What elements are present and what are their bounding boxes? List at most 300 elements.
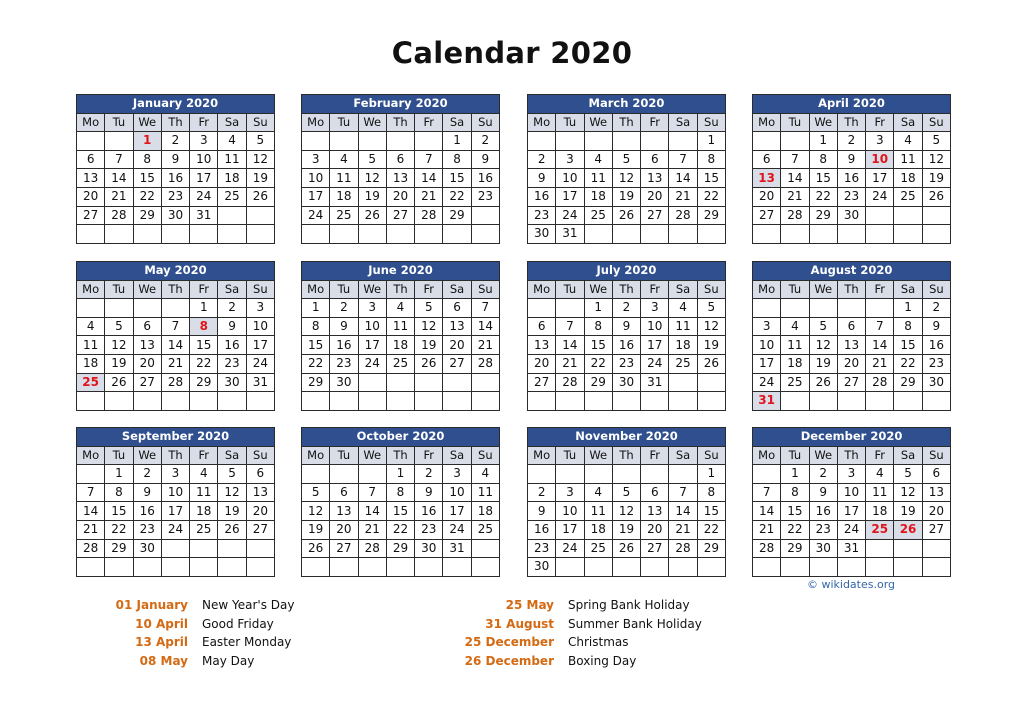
day-cell[interactable]: 11 — [218, 150, 246, 169]
day-cell[interactable]: 21 — [753, 520, 781, 539]
day-cell[interactable]: 16 — [161, 169, 189, 188]
day-cell[interactable]: 6 — [133, 317, 161, 336]
day-cell[interactable]: 28 — [358, 539, 386, 558]
day-cell[interactable]: 21 — [358, 520, 386, 539]
day-cell[interactable]: 10 — [753, 336, 781, 355]
day-cell[interactable]: 14 — [105, 169, 133, 188]
day-cell[interactable]: 20 — [386, 187, 414, 206]
day-cell[interactable]: 1 — [697, 465, 725, 484]
day-cell[interactable]: 26 — [302, 539, 330, 558]
day-cell[interactable]: 11 — [584, 502, 612, 521]
day-cell[interactable]: 28 — [669, 539, 697, 558]
day-cell[interactable]: 14 — [669, 502, 697, 521]
day-cell[interactable]: 12 — [809, 336, 837, 355]
day-cell[interactable]: 23 — [133, 520, 161, 539]
day-cell[interactable]: 3 — [358, 299, 386, 318]
day-cell[interactable]: 27 — [133, 373, 161, 392]
day-cell[interactable]: 26 — [415, 354, 443, 373]
day-cell[interactable]: 2 — [471, 132, 499, 151]
day-cell[interactable]: 10 — [556, 169, 584, 188]
day-cell[interactable]: 18 — [77, 354, 105, 373]
day-cell[interactable]: 8 — [386, 483, 414, 502]
day-cell[interactable]: 14 — [471, 317, 499, 336]
day-cell[interactable]: 3 — [556, 150, 584, 169]
day-cell[interactable]: 5 — [612, 483, 640, 502]
day-cell[interactable]: 25 — [330, 206, 358, 225]
day-cell[interactable]: 13 — [641, 502, 669, 521]
day-cell[interactable]: 14 — [415, 169, 443, 188]
day-cell[interactable]: 19 — [612, 520, 640, 539]
day-cell[interactable]: 22 — [105, 520, 133, 539]
day-cell[interactable]: 9 — [218, 317, 246, 336]
day-cell[interactable]: 24 — [556, 539, 584, 558]
day-cell[interactable]: 14 — [781, 169, 809, 188]
day-cell[interactable]: 1 — [386, 465, 414, 484]
day-cell[interactable]: 19 — [922, 169, 950, 188]
day-cell[interactable]: 23 — [922, 354, 950, 373]
day-cell[interactable]: 19 — [697, 336, 725, 355]
day-cell[interactable]: 28 — [669, 206, 697, 225]
day-cell[interactable]: 9 — [415, 483, 443, 502]
credit-link[interactable]: © wikidates.org — [806, 578, 896, 591]
day-cell[interactable]: 28 — [471, 354, 499, 373]
day-cell[interactable]: 3 — [190, 132, 218, 151]
day-cell[interactable]: 30 — [330, 373, 358, 392]
day-cell[interactable]: 19 — [894, 502, 922, 521]
day-cell[interactable]: 1 — [781, 465, 809, 484]
day-cell[interactable]: 16 — [528, 520, 556, 539]
day-cell[interactable]: 21 — [77, 520, 105, 539]
day-cell[interactable]: 30 — [528, 558, 556, 577]
day-cell[interactable]: 14 — [161, 336, 189, 355]
day-cell[interactable]: 14 — [669, 169, 697, 188]
day-cell[interactable]: 4 — [471, 465, 499, 484]
day-cell[interactable]: 31 — [641, 373, 669, 392]
day-cell[interactable]: 21 — [781, 187, 809, 206]
day-cell[interactable]: 12 — [894, 483, 922, 502]
day-cell[interactable]: 14 — [753, 502, 781, 521]
day-cell[interactable]: 24 — [246, 354, 274, 373]
day-cell[interactable]: 4 — [386, 299, 414, 318]
day-cell[interactable]: 17 — [443, 502, 471, 521]
day-cell[interactable]: 29 — [697, 539, 725, 558]
day-cell[interactable]: 13 — [753, 169, 781, 188]
day-cell[interactable]: 24 — [556, 206, 584, 225]
day-cell[interactable]: 8 — [584, 317, 612, 336]
day-cell[interactable]: 17 — [358, 336, 386, 355]
day-cell[interactable]: 7 — [105, 150, 133, 169]
day-cell[interactable]: 16 — [612, 336, 640, 355]
day-cell[interactable]: 21 — [866, 354, 894, 373]
day-cell[interactable]: 25 — [471, 520, 499, 539]
day-cell[interactable]: 3 — [443, 465, 471, 484]
day-cell[interactable]: 22 — [697, 187, 725, 206]
day-cell[interactable]: 8 — [190, 317, 218, 336]
day-cell[interactable]: 17 — [753, 354, 781, 373]
day-cell[interactable]: 20 — [641, 520, 669, 539]
day-cell[interactable]: 7 — [415, 150, 443, 169]
day-cell[interactable]: 28 — [105, 206, 133, 225]
day-cell[interactable]: 20 — [133, 354, 161, 373]
day-cell[interactable]: 26 — [809, 373, 837, 392]
day-cell[interactable]: 14 — [77, 502, 105, 521]
day-cell[interactable]: 9 — [330, 317, 358, 336]
day-cell[interactable]: 10 — [641, 317, 669, 336]
day-cell[interactable]: 6 — [443, 299, 471, 318]
day-cell[interactable]: 7 — [781, 150, 809, 169]
day-cell[interactable]: 30 — [415, 539, 443, 558]
day-cell[interactable]: 23 — [612, 354, 640, 373]
day-cell[interactable]: 6 — [641, 150, 669, 169]
day-cell[interactable]: 5 — [612, 150, 640, 169]
day-cell[interactable]: 4 — [781, 317, 809, 336]
day-cell[interactable]: 16 — [330, 336, 358, 355]
day-cell[interactable]: 14 — [358, 502, 386, 521]
day-cell[interactable]: 21 — [556, 354, 584, 373]
day-cell[interactable]: 6 — [837, 317, 865, 336]
day-cell[interactable]: 25 — [781, 373, 809, 392]
day-cell[interactable]: 1 — [584, 299, 612, 318]
day-cell[interactable]: 20 — [77, 187, 105, 206]
day-cell[interactable]: 16 — [415, 502, 443, 521]
day-cell[interactable]: 8 — [302, 317, 330, 336]
day-cell[interactable]: 10 — [443, 483, 471, 502]
day-cell[interactable]: 23 — [161, 187, 189, 206]
day-cell[interactable]: 12 — [218, 483, 246, 502]
day-cell[interactable]: 23 — [218, 354, 246, 373]
day-cell[interactable]: 20 — [837, 354, 865, 373]
day-cell[interactable]: 27 — [77, 206, 105, 225]
day-cell[interactable]: 25 — [77, 373, 105, 392]
day-cell[interactable]: 17 — [556, 520, 584, 539]
day-cell[interactable]: 17 — [190, 169, 218, 188]
day-cell[interactable]: 2 — [161, 132, 189, 151]
day-cell[interactable]: 29 — [894, 373, 922, 392]
day-cell[interactable]: 16 — [528, 187, 556, 206]
day-cell[interactable]: 2 — [415, 465, 443, 484]
day-cell[interactable]: 3 — [753, 317, 781, 336]
day-cell[interactable]: 6 — [330, 483, 358, 502]
day-cell[interactable]: 15 — [697, 502, 725, 521]
day-cell[interactable]: 29 — [190, 373, 218, 392]
day-cell[interactable]: 24 — [641, 354, 669, 373]
day-cell[interactable]: 27 — [922, 520, 950, 539]
day-cell[interactable]: 12 — [302, 502, 330, 521]
day-cell[interactable]: 2 — [528, 150, 556, 169]
day-cell[interactable]: 13 — [528, 336, 556, 355]
day-cell[interactable]: 27 — [330, 539, 358, 558]
day-cell[interactable]: 27 — [641, 206, 669, 225]
day-cell[interactable]: 10 — [866, 150, 894, 169]
day-cell[interactable]: 7 — [161, 317, 189, 336]
day-cell[interactable]: 10 — [556, 502, 584, 521]
day-cell[interactable]: 8 — [894, 317, 922, 336]
day-cell[interactable]: 15 — [443, 169, 471, 188]
day-cell[interactable]: 2 — [922, 299, 950, 318]
day-cell[interactable]: 31 — [246, 373, 274, 392]
day-cell[interactable]: 24 — [443, 520, 471, 539]
day-cell[interactable]: 25 — [386, 354, 414, 373]
day-cell[interactable]: 28 — [161, 373, 189, 392]
day-cell[interactable]: 25 — [669, 354, 697, 373]
day-cell[interactable]: 17 — [302, 187, 330, 206]
day-cell[interactable]: 5 — [894, 465, 922, 484]
day-cell[interactable]: 10 — [302, 169, 330, 188]
day-cell[interactable]: 22 — [133, 187, 161, 206]
day-cell[interactable]: 18 — [781, 354, 809, 373]
day-cell[interactable]: 15 — [190, 336, 218, 355]
day-cell[interactable]: 12 — [612, 502, 640, 521]
day-cell[interactable]: 27 — [753, 206, 781, 225]
day-cell[interactable]: 25 — [218, 187, 246, 206]
day-cell[interactable]: 25 — [190, 520, 218, 539]
day-cell[interactable]: 7 — [556, 317, 584, 336]
day-cell[interactable]: 18 — [584, 520, 612, 539]
day-cell[interactable]: 11 — [669, 317, 697, 336]
day-cell[interactable]: 1 — [190, 299, 218, 318]
day-cell[interactable]: 15 — [302, 336, 330, 355]
day-cell[interactable]: 22 — [894, 354, 922, 373]
day-cell[interactable]: 19 — [105, 354, 133, 373]
day-cell[interactable]: 4 — [190, 465, 218, 484]
day-cell[interactable]: 9 — [809, 483, 837, 502]
day-cell[interactable]: 31 — [753, 392, 781, 411]
day-cell[interactable]: 5 — [105, 317, 133, 336]
day-cell[interactable]: 9 — [471, 150, 499, 169]
day-cell[interactable]: 26 — [922, 187, 950, 206]
day-cell[interactable]: 11 — [471, 483, 499, 502]
day-cell[interactable]: 30 — [837, 206, 865, 225]
day-cell[interactable]: 4 — [584, 483, 612, 502]
day-cell[interactable]: 9 — [528, 169, 556, 188]
day-cell[interactable]: 18 — [386, 336, 414, 355]
day-cell[interactable]: 31 — [443, 539, 471, 558]
day-cell[interactable]: 5 — [358, 150, 386, 169]
day-cell[interactable]: 24 — [358, 354, 386, 373]
day-cell[interactable]: 29 — [386, 539, 414, 558]
day-cell[interactable]: 11 — [386, 317, 414, 336]
day-cell[interactable]: 3 — [246, 299, 274, 318]
day-cell[interactable]: 26 — [612, 539, 640, 558]
day-cell[interactable]: 11 — [190, 483, 218, 502]
day-cell[interactable]: 20 — [330, 520, 358, 539]
day-cell[interactable]: 4 — [218, 132, 246, 151]
day-cell[interactable]: 15 — [809, 169, 837, 188]
day-cell[interactable]: 24 — [837, 520, 865, 539]
day-cell[interactable]: 10 — [837, 483, 865, 502]
day-cell[interactable]: 4 — [894, 132, 922, 151]
day-cell[interactable]: 29 — [443, 206, 471, 225]
day-cell[interactable]: 2 — [133, 465, 161, 484]
day-cell[interactable]: 31 — [556, 225, 584, 244]
day-cell[interactable]: 19 — [415, 336, 443, 355]
day-cell[interactable]: 11 — [781, 336, 809, 355]
day-cell[interactable]: 16 — [922, 336, 950, 355]
day-cell[interactable]: 28 — [781, 206, 809, 225]
day-cell[interactable]: 7 — [358, 483, 386, 502]
day-cell[interactable]: 26 — [358, 206, 386, 225]
day-cell[interactable]: 27 — [443, 354, 471, 373]
day-cell[interactable]: 6 — [641, 483, 669, 502]
day-cell[interactable]: 24 — [302, 206, 330, 225]
day-cell[interactable]: 11 — [330, 169, 358, 188]
day-cell[interactable]: 28 — [415, 206, 443, 225]
day-cell[interactable]: 17 — [837, 502, 865, 521]
day-cell[interactable]: 22 — [443, 187, 471, 206]
day-cell[interactable]: 9 — [612, 317, 640, 336]
day-cell[interactable]: 15 — [133, 169, 161, 188]
day-cell[interactable]: 29 — [584, 373, 612, 392]
day-cell[interactable]: 22 — [697, 520, 725, 539]
day-cell[interactable]: 21 — [105, 187, 133, 206]
day-cell[interactable]: 18 — [190, 502, 218, 521]
day-cell[interactable]: 17 — [866, 169, 894, 188]
day-cell[interactable]: 4 — [866, 465, 894, 484]
day-cell[interactable]: 1 — [302, 299, 330, 318]
day-cell[interactable]: 8 — [105, 483, 133, 502]
day-cell[interactable]: 12 — [415, 317, 443, 336]
day-cell[interactable]: 18 — [669, 336, 697, 355]
day-cell[interactable]: 6 — [922, 465, 950, 484]
day-cell[interactable]: 30 — [133, 539, 161, 558]
day-cell[interactable]: 8 — [133, 150, 161, 169]
day-cell[interactable]: 1 — [105, 465, 133, 484]
day-cell[interactable]: 17 — [556, 187, 584, 206]
day-cell[interactable]: 30 — [161, 206, 189, 225]
day-cell[interactable]: 9 — [922, 317, 950, 336]
day-cell[interactable]: 6 — [246, 465, 274, 484]
day-cell[interactable]: 2 — [809, 465, 837, 484]
day-cell[interactable]: 26 — [697, 354, 725, 373]
day-cell[interactable]: 13 — [922, 483, 950, 502]
day-cell[interactable]: 7 — [77, 483, 105, 502]
day-cell[interactable]: 15 — [584, 336, 612, 355]
day-cell[interactable]: 22 — [584, 354, 612, 373]
day-cell[interactable]: 31 — [837, 539, 865, 558]
day-cell[interactable]: 10 — [161, 483, 189, 502]
day-cell[interactable]: 19 — [809, 354, 837, 373]
day-cell[interactable]: 23 — [837, 187, 865, 206]
day-cell[interactable]: 8 — [697, 483, 725, 502]
day-cell[interactable]: 8 — [697, 150, 725, 169]
day-cell[interactable]: 28 — [753, 539, 781, 558]
day-cell[interactable]: 21 — [669, 187, 697, 206]
day-cell[interactable]: 6 — [528, 317, 556, 336]
day-cell[interactable]: 4 — [77, 317, 105, 336]
day-cell[interactable]: 16 — [471, 169, 499, 188]
day-cell[interactable]: 23 — [528, 206, 556, 225]
day-cell[interactable]: 29 — [105, 539, 133, 558]
day-cell[interactable]: 19 — [246, 169, 274, 188]
day-cell[interactable]: 27 — [641, 539, 669, 558]
day-cell[interactable]: 11 — [584, 169, 612, 188]
day-cell[interactable]: 12 — [612, 169, 640, 188]
day-cell[interactable]: 4 — [584, 150, 612, 169]
day-cell[interactable]: 25 — [866, 520, 894, 539]
day-cell[interactable]: 22 — [302, 354, 330, 373]
day-cell[interactable]: 26 — [218, 520, 246, 539]
day-cell[interactable]: 10 — [358, 317, 386, 336]
day-cell[interactable]: 18 — [584, 187, 612, 206]
day-cell[interactable]: 4 — [330, 150, 358, 169]
day-cell[interactable]: 14 — [866, 336, 894, 355]
day-cell[interactable]: 23 — [330, 354, 358, 373]
day-cell[interactable]: 11 — [894, 150, 922, 169]
day-cell[interactable]: 26 — [246, 187, 274, 206]
day-cell[interactable]: 20 — [246, 502, 274, 521]
day-cell[interactable]: 2 — [612, 299, 640, 318]
day-cell[interactable]: 15 — [105, 502, 133, 521]
day-cell[interactable]: 12 — [358, 169, 386, 188]
day-cell[interactable]: 25 — [894, 187, 922, 206]
day-cell[interactable]: 13 — [133, 336, 161, 355]
day-cell[interactable]: 23 — [415, 520, 443, 539]
day-cell[interactable]: 19 — [612, 187, 640, 206]
day-cell[interactable]: 27 — [246, 520, 274, 539]
day-cell[interactable]: 10 — [190, 150, 218, 169]
day-cell[interactable]: 2 — [837, 132, 865, 151]
day-cell[interactable]: 19 — [218, 502, 246, 521]
day-cell[interactable]: 26 — [612, 206, 640, 225]
day-cell[interactable]: 5 — [302, 483, 330, 502]
day-cell[interactable]: 30 — [922, 373, 950, 392]
day-cell[interactable]: 31 — [190, 206, 218, 225]
day-cell[interactable]: 5 — [246, 132, 274, 151]
day-cell[interactable]: 7 — [866, 317, 894, 336]
day-cell[interactable]: 20 — [641, 187, 669, 206]
day-cell[interactable]: 15 — [894, 336, 922, 355]
day-cell[interactable]: 6 — [77, 150, 105, 169]
day-cell[interactable]: 28 — [556, 373, 584, 392]
day-cell[interactable]: 22 — [386, 520, 414, 539]
day-cell[interactable]: 9 — [133, 483, 161, 502]
day-cell[interactable]: 2 — [218, 299, 246, 318]
day-cell[interactable]: 2 — [330, 299, 358, 318]
day-cell[interactable]: 13 — [386, 169, 414, 188]
day-cell[interactable]: 10 — [246, 317, 274, 336]
day-cell[interactable]: 16 — [837, 169, 865, 188]
day-cell[interactable]: 18 — [471, 502, 499, 521]
day-cell[interactable]: 3 — [641, 299, 669, 318]
day-cell[interactable]: 17 — [641, 336, 669, 355]
day-cell[interactable]: 26 — [105, 373, 133, 392]
day-cell[interactable]: 8 — [443, 150, 471, 169]
day-cell[interactable]: 20 — [753, 187, 781, 206]
day-cell[interactable]: 29 — [133, 206, 161, 225]
day-cell[interactable]: 15 — [697, 169, 725, 188]
day-cell[interactable]: 7 — [669, 150, 697, 169]
day-cell[interactable]: 20 — [443, 336, 471, 355]
day-cell[interactable]: 13 — [330, 502, 358, 521]
day-cell[interactable]: 18 — [894, 169, 922, 188]
day-cell[interactable]: 5 — [697, 299, 725, 318]
day-cell[interactable]: 22 — [781, 520, 809, 539]
day-cell[interactable]: 7 — [753, 483, 781, 502]
day-cell[interactable]: 19 — [302, 520, 330, 539]
day-cell[interactable]: 18 — [218, 169, 246, 188]
day-cell[interactable]: 5 — [809, 317, 837, 336]
day-cell[interactable]: 1 — [894, 299, 922, 318]
day-cell[interactable]: 28 — [77, 539, 105, 558]
day-cell[interactable]: 12 — [105, 336, 133, 355]
day-cell[interactable]: 11 — [866, 483, 894, 502]
day-cell[interactable]: 18 — [866, 502, 894, 521]
day-cell[interactable]: 27 — [386, 206, 414, 225]
day-cell[interactable]: 12 — [697, 317, 725, 336]
day-cell[interactable]: 21 — [471, 336, 499, 355]
day-cell[interactable]: 22 — [190, 354, 218, 373]
day-cell[interactable]: 6 — [386, 150, 414, 169]
